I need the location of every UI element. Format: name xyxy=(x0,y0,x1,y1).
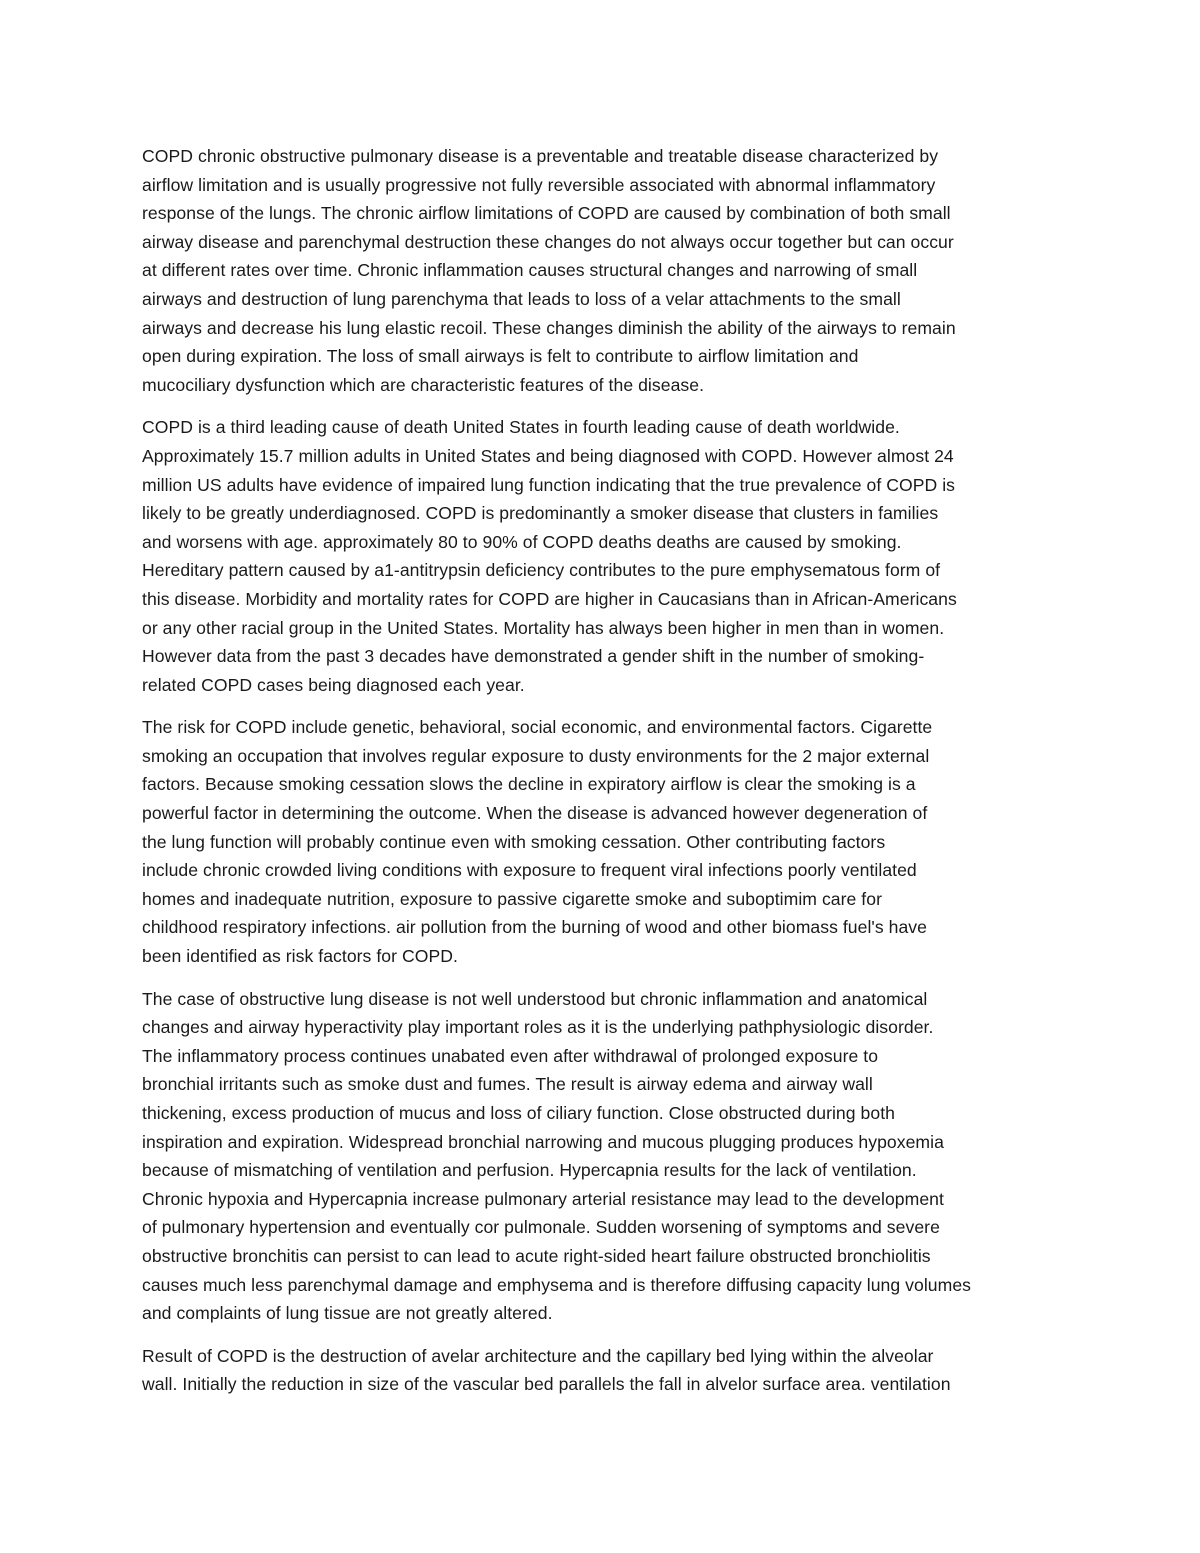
text-line: thickening, excess production of mucus and loss of ciliary function. Close obstructed during both xyxy=(142,1103,895,1123)
text-line: Hereditary pattern caused by a1-antitrypsin deficiency contributes to the pure emphysematous form of xyxy=(142,560,941,581)
text-line: and worsens with age. approximately 80 to 90% of COPD deaths deaths are caused by smoking. xyxy=(142,531,902,552)
text-line: The inflammatory process continues unabated even after withdrawal of prolonged exposure to xyxy=(142,1045,879,1066)
text-line: or any other racial group in the United States. Mortality has always been higher in men than in women. xyxy=(142,617,945,638)
text-line: obstructive bronchitis can persist to can lead to acute right-sided heart failure obstructed bronchiolitis xyxy=(142,1245,931,1266)
text-line: airflow limitation and is usually progressive not fully reversible associated with abnormal inflammatory xyxy=(142,174,936,195)
text-line: likely to be greatly underdiagnosed. COPD is predominantly a smoker disease that clusters in families xyxy=(142,503,939,524)
text-line: Chronic hypoxia and Hypercapnia increase pulmonary arterial resistance may lead to the development xyxy=(142,1188,944,1209)
text-line: However data from the past 3 decades have demonstrated a gender shift in the number of smoking- xyxy=(142,646,925,667)
text-line: because of mismatching of ventilation and perfusion. Hypercapnia results for the lack of ventilation. xyxy=(142,1160,917,1181)
text-line: this disease. Morbidity and mortality rates for COPD are higher in Caucasians than in African-Americans xyxy=(142,588,957,609)
paragraph-1 xyxy=(142,142,1062,399)
text-line: inspiration and expiration. Widespread bronchial narrowing and mucous plugging produces hypoxemia xyxy=(142,1131,944,1152)
text-line: bronchial irritants such as smoke dust and fumes. The result is airway edema and airway wall xyxy=(142,1074,873,1095)
text-line: include chronic crowded living conditions with exposure to frequent viral infections poorly ventilated xyxy=(142,860,917,881)
text-line: the lung function will probably continue even with smoking cessation. Other contributing factors xyxy=(142,831,886,852)
text-line: changes and airway hyperactivity play important roles as it is the underlying pathphysiologic disorder. xyxy=(142,1017,934,1038)
text-line: causes much less parenchymal damage and emphysema and is therefore diffusing capacity lung volumes xyxy=(142,1274,971,1295)
text-line: at different rates over time. Chronic inflammation causes structural changes and narrowing of small xyxy=(142,260,918,281)
text-line: million US adults have evidence of impaired lung function indicating that the true prevalence of COPD is xyxy=(142,474,955,495)
paragraph-3 xyxy=(142,713,1062,970)
paragraph-2 xyxy=(142,413,1062,699)
text-line: airways and destruction of lung parenchyma that leads to loss of a velar attachments to the small xyxy=(142,288,901,309)
text-line: childhood respiratory infections. air pollution from the burning of wood and other biomass fuel's have xyxy=(142,917,927,938)
text-line: wall. Initially the reduction in size of the vascular bed parallels the fall in alvelor surface area. ventilation xyxy=(142,1374,951,1395)
paragraph-4 xyxy=(142,985,1062,1328)
text-line: Result of COPD is the destruction of avelar architecture and the capillary bed lying within the alveolar xyxy=(142,1345,934,1366)
document-body xyxy=(142,142,1062,1413)
paragraph-5 xyxy=(142,1342,1062,1399)
text-line: Approximately 15.7 million adults in United States and being diagnosed with COPD. However almost 24 xyxy=(142,445,954,466)
text-line: of pulmonary hypertension and eventually cor pulmonale. Sudden worsening of symptoms and severe xyxy=(142,1217,940,1238)
text-line: been identified as risk factors for COPD. xyxy=(142,946,458,967)
text-line: smoking an occupation that involves regular exposure to dusty environments for the 2 major external xyxy=(142,745,930,766)
text-line: mucociliary dysfunction which are characteristic features of the disease. xyxy=(142,374,705,395)
text-line: homes and inadequate nutrition, exposure to passive cigarette smoke and suboptimim care for xyxy=(142,888,882,909)
text-line: response of the lungs. The chronic airflow limitations of COPD are caused by combination of both small xyxy=(142,203,951,224)
text-line: COPD chronic obstructive pulmonary disease is a preventable and treatable disease characterized by xyxy=(142,146,939,166)
text-line: open during expiration. The loss of small airways is felt to contribute to airflow limitation and xyxy=(142,346,859,367)
text-line: The case of obstructive lung disease is not well understood but chronic inflammation and anatomical xyxy=(142,988,928,1009)
text-line: COPD is a third leading cause of death United States in fourth leading cause of death worldwide. xyxy=(142,417,900,438)
text-line: airways and decrease his lung elastic recoil. These changes diminish the ability of the airways to remain xyxy=(142,317,956,338)
text-line: factors. Because smoking cessation slows the decline in expiratory airflow is clear the smoking is a xyxy=(142,774,916,795)
text-line: airway disease and parenchymal destruction these changes do not always occur together but can occur xyxy=(142,231,954,252)
text-line: and complaints of lung tissue are not greatly altered. xyxy=(142,1303,553,1324)
text-line: related COPD cases being diagnosed each year. xyxy=(142,674,525,695)
text-line: The risk for COPD include genetic, behavioral, social economic, and environmental factors. Cigarette xyxy=(142,717,933,738)
text-line: powerful factor in determining the outcome. When the disease is advanced however degeneration of xyxy=(142,803,928,824)
